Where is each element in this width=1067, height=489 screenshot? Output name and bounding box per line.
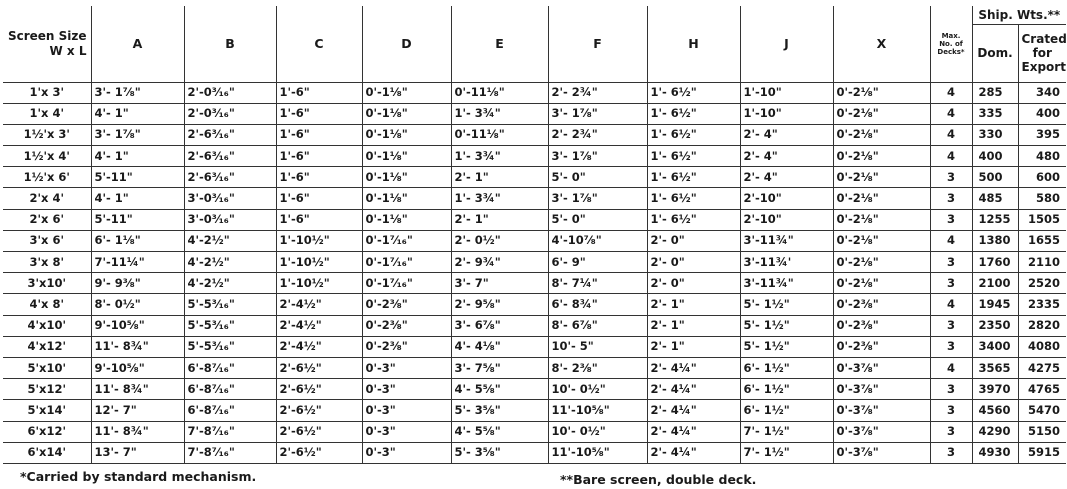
table-cell: 3970 <box>972 379 1018 400</box>
table-cell: 0'-3" <box>362 357 451 378</box>
table-cell: 4'-2½" <box>184 273 276 294</box>
table-cell: 3 <box>930 400 972 421</box>
table-cell: 5'- 1½" <box>740 336 833 357</box>
footnote-standard-mechanism: *Carried by standard mechanism. <box>20 469 257 484</box>
table-cell: 0'-11⅛" <box>451 124 548 145</box>
table-cell: 0'-3" <box>362 421 451 442</box>
table-cell: 4 <box>930 124 972 145</box>
table-cell: 2'- 4¼" <box>647 357 740 378</box>
table-cell: 1'- 6½" <box>647 82 740 103</box>
table-cell: 1'- 6½" <box>647 124 740 145</box>
table-cell: 2'-4½" <box>276 315 362 336</box>
table-cell: 12'- 7" <box>91 400 184 421</box>
table-cell: 0'-1⅛" <box>362 188 451 209</box>
table-cell: 3 <box>930 315 972 336</box>
table-cell: 2100 <box>972 273 1018 294</box>
header-max-decks: Max. No. of Decks* <box>930 6 972 82</box>
table-cell: 1'-10" <box>740 82 833 103</box>
table-row <box>3 167 1066 188</box>
table-cell: 6'- 1½" <box>740 357 833 378</box>
table-cell: 1'-10" <box>740 103 833 124</box>
header-a: A <box>91 6 184 82</box>
table-cell: 1½'x 4' <box>3 146 91 167</box>
table-cell: 2'- 1" <box>647 315 740 336</box>
table-cell: 0'-3⅞" <box>833 442 930 463</box>
table-cell: 0'-3⅞" <box>833 357 930 378</box>
header-crated-export: Crated for Export <box>1018 24 1066 82</box>
table-row <box>3 379 1066 400</box>
table-cell: 2'- 2¾" <box>548 82 647 103</box>
table-cell: 2'-6½" <box>276 442 362 463</box>
table-cell: 4 <box>930 357 972 378</box>
table-cell: 2'- 1" <box>451 209 548 230</box>
table-cell: 4'- 1" <box>91 146 184 167</box>
table-row <box>3 230 1066 251</box>
screen-dimensions-table <box>3 6 1066 464</box>
table-cell: 0'-2⅛" <box>833 252 930 273</box>
table-cell: 0'-1⁷⁄₁₆" <box>362 273 451 294</box>
table-cell: 7'- 1½" <box>740 442 833 463</box>
table-cell: 3400 <box>972 336 1018 357</box>
table-cell: 3'x 6' <box>3 230 91 251</box>
table-cell: 2'- 4" <box>740 146 833 167</box>
table-cell: 7'-8⁷⁄₁₆" <box>184 421 276 442</box>
table-cell: 1'-6" <box>276 82 362 103</box>
table-cell: 0'-11⅛" <box>451 82 548 103</box>
table-cell: 11'- 8¾" <box>91 421 184 442</box>
table-cell: 0'-2⅛" <box>833 273 930 294</box>
table-cell: 4 <box>930 82 972 103</box>
table-cell: 8'- 7¼" <box>548 273 647 294</box>
table-cell: 4290 <box>972 421 1018 442</box>
table-cell: 3'- 1⅞" <box>548 146 647 167</box>
table-cell: 5'x10' <box>3 357 91 378</box>
table-cell: 1380 <box>972 230 1018 251</box>
table-cell: 4560 <box>972 400 1018 421</box>
table-cell: 3'- 6⅞" <box>451 315 548 336</box>
table-cell: 485 <box>972 188 1018 209</box>
table-cell: 5'- 3⅝" <box>451 400 548 421</box>
table-cell: 10'- 5" <box>548 336 647 357</box>
table-row <box>3 273 1066 294</box>
footnote-bare-screen: **Bare screen, double deck. <box>560 472 757 487</box>
table-cell: 4765 <box>1018 379 1066 400</box>
table-cell: 4'- 4⅛" <box>451 336 548 357</box>
table-cell: 0'-2⅜" <box>362 336 451 357</box>
table-cell: 285 <box>972 82 1018 103</box>
table-cell: 7'-8⁷⁄₁₆" <box>184 442 276 463</box>
table-cell: 2'-10" <box>740 209 833 230</box>
table-cell: 8'- 0½" <box>91 294 184 315</box>
table-cell: 2'- 1" <box>647 336 740 357</box>
table-cell: 3'- 7⅝" <box>451 357 548 378</box>
table-cell: 2'- 0" <box>647 230 740 251</box>
table-cell: 4 <box>930 230 972 251</box>
table-cell: 6'-8⁷⁄₁₆" <box>184 400 276 421</box>
table-cell: 11'-10⅝" <box>548 400 647 421</box>
header-e: E <box>451 6 548 82</box>
table-cell: 2'- 9¾" <box>451 252 548 273</box>
table-cell: 0'-2⅛" <box>833 82 930 103</box>
table-cell: 2520 <box>1018 273 1066 294</box>
table-cell: 9'-10⅝" <box>91 315 184 336</box>
table-cell: 6'x12' <box>3 421 91 442</box>
table-cell: 0'-3⅞" <box>833 421 930 442</box>
table-cell: 3 <box>930 167 972 188</box>
table-cell: 10'- 0½" <box>548 379 647 400</box>
table-cell: 4'- 1" <box>91 188 184 209</box>
table-cell: 3'-11¾" <box>740 230 833 251</box>
table-cell: 0'-2⅛" <box>833 188 930 209</box>
table-cell: 1'-6" <box>276 103 362 124</box>
table-cell: 2'- 1" <box>647 294 740 315</box>
table-cell: 3'- 7" <box>451 273 548 294</box>
table-cell: 4 <box>930 103 972 124</box>
table-cell: 2'-6³⁄₁₆" <box>184 124 276 145</box>
table-cell: 4275 <box>1018 357 1066 378</box>
table-cell: 5'- 0" <box>548 209 647 230</box>
table-cell: 10'- 0½" <box>548 421 647 442</box>
table-cell: 0'-1⅛" <box>362 82 451 103</box>
table-cell: 0'-2⅛" <box>833 230 930 251</box>
table-cell: 1'-10½" <box>276 230 362 251</box>
table-cell: 2350 <box>972 315 1018 336</box>
table-cell: 0'-2⅜" <box>833 294 930 315</box>
table-cell: 1'-6" <box>276 124 362 145</box>
table-cell: 3 <box>930 252 972 273</box>
table-row <box>3 400 1066 421</box>
table-cell: 3 <box>930 421 972 442</box>
table-cell: 4080 <box>1018 336 1066 357</box>
table-cell: 5'-11" <box>91 167 184 188</box>
table-row <box>3 294 1066 315</box>
table-cell: 11'-10⅝" <box>548 442 647 463</box>
table-cell: 2'- 4¼" <box>647 400 740 421</box>
table-cell: 3 <box>930 336 972 357</box>
table-cell: 400 <box>1018 103 1066 124</box>
table-cell: 4'x12' <box>3 336 91 357</box>
table-cell: 3 <box>930 273 972 294</box>
table-cell: 1255 <box>972 209 1018 230</box>
table-cell: 4 <box>930 294 972 315</box>
table-cell: 3'-11¾' <box>740 252 833 273</box>
header-dom: Dom. <box>972 24 1018 82</box>
table-cell: 1655 <box>1018 230 1066 251</box>
table-cell: 1760 <box>972 252 1018 273</box>
table-cell: 2'- 2¾" <box>548 124 647 145</box>
table-row <box>3 146 1066 167</box>
table-cell: 2'-6½" <box>276 421 362 442</box>
table-cell: 1'-6" <box>276 188 362 209</box>
table-row <box>3 421 1066 442</box>
header-x: X <box>833 6 930 82</box>
table-cell: 2'-10" <box>740 188 833 209</box>
table-cell: 0'-1⁷⁄₁₆" <box>362 252 451 273</box>
table-cell: 3'-0³⁄₁₆" <box>184 209 276 230</box>
table-cell: 1'-6" <box>276 167 362 188</box>
table-cell: 2'-4½" <box>276 336 362 357</box>
header-d: D <box>362 6 451 82</box>
table-cell: 9'-10⅝" <box>91 357 184 378</box>
table-cell: 4930 <box>972 442 1018 463</box>
table-cell: 7'- 1½" <box>740 421 833 442</box>
header-h: H <box>647 6 740 82</box>
table-cell: 1'x 4' <box>3 103 91 124</box>
table-cell: 3'x 8' <box>3 252 91 273</box>
table-cell: 2110 <box>1018 252 1066 273</box>
table-row <box>3 82 1066 103</box>
table-cell: 1'- 6½" <box>647 103 740 124</box>
table-cell: 7'-11¼" <box>91 252 184 273</box>
table-cell: 5'- 1½" <box>740 315 833 336</box>
table-cell: 3 <box>930 209 972 230</box>
table-row <box>3 103 1066 124</box>
table-cell: 2'- 4¼" <box>647 442 740 463</box>
table-row <box>3 252 1066 273</box>
table-cell: 1'- 3¾" <box>451 188 548 209</box>
table-cell: 0'-2⅜" <box>362 294 451 315</box>
table-cell: 4'x 8' <box>3 294 91 315</box>
table-cell: 1'- 6½" <box>647 209 740 230</box>
table-cell: 2'-6½" <box>276 379 362 400</box>
table-cell: 0'-3" <box>362 379 451 400</box>
table-cell: 3 <box>930 379 972 400</box>
table-row <box>3 442 1066 463</box>
table-cell: 1'- 3¾" <box>451 146 548 167</box>
table-cell: 4 <box>930 146 972 167</box>
table-cell: 0'-2⅜" <box>833 336 930 357</box>
table-cell: 0'-2⅛" <box>833 209 930 230</box>
table-cell: 2'- 1" <box>451 167 548 188</box>
table-cell: 4'- 1" <box>91 103 184 124</box>
header-ship-wts: Ship. Wts.** <box>972 6 1066 24</box>
table-cell: 2'-6½" <box>276 357 362 378</box>
table-cell: 5'-5³⁄₁₆" <box>184 336 276 357</box>
table-cell: 11'- 8¾" <box>91 379 184 400</box>
table-cell: 5'x14' <box>3 400 91 421</box>
table-cell: 6'- 9" <box>548 252 647 273</box>
table-cell: 0'-1⅛" <box>362 103 451 124</box>
table-cell: 8'- 2⅜" <box>548 357 647 378</box>
table-row <box>3 124 1066 145</box>
table-cell: 0'-2⅛" <box>833 167 930 188</box>
table-cell: 600 <box>1018 167 1066 188</box>
table-row <box>3 188 1066 209</box>
header-b: B <box>184 6 276 82</box>
table-row <box>3 209 1066 230</box>
table-cell: 2'-6³⁄₁₆" <box>184 167 276 188</box>
table-cell: 6'-8⁷⁄₁₆" <box>184 379 276 400</box>
table-cell: 5915 <box>1018 442 1066 463</box>
table-cell: 13'- 7" <box>91 442 184 463</box>
table-cell: 5470 <box>1018 400 1066 421</box>
table-cell: 330 <box>972 124 1018 145</box>
header-screen-size: Screen Size W x L <box>3 6 91 82</box>
table-cell: 0'-3" <box>362 400 451 421</box>
table-cell: 400 <box>972 146 1018 167</box>
table-cell: 5'-5³⁄₁₆" <box>184 315 276 336</box>
table-cell: 0'-1⅛" <box>362 124 451 145</box>
table-cell: 2'- 4" <box>740 124 833 145</box>
table-cell: 2'- 0½" <box>451 230 548 251</box>
table-cell: 0'-1⅛" <box>362 209 451 230</box>
table-body <box>3 82 1066 463</box>
table-cell: 2'- 4" <box>740 167 833 188</box>
table-cell: 5'- 3⅝" <box>451 442 548 463</box>
table-cell: 5'-5³⁄₁₆" <box>184 294 276 315</box>
table-cell: 2'-0³⁄₁₆" <box>184 82 276 103</box>
table-cell: 2'- 0" <box>647 273 740 294</box>
table-cell: 1'-6" <box>276 209 362 230</box>
header-f: F <box>548 6 647 82</box>
table-cell: 1'-10½" <box>276 252 362 273</box>
table-cell: 2335 <box>1018 294 1066 315</box>
table-cell: 4'- 5⅝" <box>451 421 548 442</box>
table-cell: 1'x 3' <box>3 82 91 103</box>
table-cell: 0'-3⅞" <box>833 400 930 421</box>
table-cell: 5'- 0" <box>548 167 647 188</box>
header-c: C <box>276 6 362 82</box>
table-cell: 2820 <box>1018 315 1066 336</box>
table-cell: 340 <box>1018 82 1066 103</box>
table-cell: 4'-2½" <box>184 252 276 273</box>
table-cell: 1945 <box>972 294 1018 315</box>
table-cell: 3'- 1⅞" <box>548 103 647 124</box>
table-row <box>3 315 1066 336</box>
table-cell: 4'-2½" <box>184 230 276 251</box>
table-cell: 1'- 3¾" <box>451 103 548 124</box>
table-cell: 1'-6" <box>276 146 362 167</box>
table-cell: 5'- 1½" <box>740 294 833 315</box>
table-cell: 0'-1⁷⁄₁₆" <box>362 230 451 251</box>
table-cell: 580 <box>1018 188 1066 209</box>
table-cell: 2'-6³⁄₁₆" <box>184 146 276 167</box>
table-cell: 1'- 6½" <box>647 167 740 188</box>
table-cell: 2'- 4¼" <box>647 379 740 400</box>
table-cell: 0'-2⅛" <box>833 103 930 124</box>
table-cell: 4'-10⅞" <box>548 230 647 251</box>
table-cell: 5150 <box>1018 421 1066 442</box>
table-cell: 6'- 8¾" <box>548 294 647 315</box>
table-cell: 0'-2⅜" <box>362 315 451 336</box>
table-cell: 2'- 9⅝" <box>451 294 548 315</box>
table-cell: 1'- 6½" <box>647 146 740 167</box>
table-cell: 2'-0³⁄₁₆" <box>184 103 276 124</box>
table-cell: 9'- 9⅜" <box>91 273 184 294</box>
table-cell: 11'- 8¾" <box>91 336 184 357</box>
table-cell: 6'- 1½" <box>740 379 833 400</box>
table-cell: 2'x 4' <box>3 188 91 209</box>
table-row <box>3 336 1066 357</box>
table-cell: 3'- 1⅞" <box>91 82 184 103</box>
table-cell: 500 <box>972 167 1018 188</box>
table-cell: 3 <box>930 442 972 463</box>
table-cell: 395 <box>1018 124 1066 145</box>
table-cell: 0'-3" <box>362 442 451 463</box>
table-cell: 6'x14' <box>3 442 91 463</box>
table-cell: 6'-8⁷⁄₁₆" <box>184 357 276 378</box>
table-cell: 1½'x 3' <box>3 124 91 145</box>
header-j: J <box>740 6 833 82</box>
table-cell: 3'- 1⅞" <box>548 188 647 209</box>
table-cell: 6'- 1½" <box>740 400 833 421</box>
table-cell: 3'x10' <box>3 273 91 294</box>
table-cell: 2'- 0" <box>647 252 740 273</box>
table-cell: 2'-6½" <box>276 400 362 421</box>
table-cell: 0'-2⅛" <box>833 146 930 167</box>
table-cell: 8'- 6⅞" <box>548 315 647 336</box>
table-cell: 4'x10' <box>3 315 91 336</box>
table-cell: 6'- 1⅛" <box>91 230 184 251</box>
table-cell: 3'-0³⁄₁₆" <box>184 188 276 209</box>
table-cell: 1'- 6½" <box>647 188 740 209</box>
table-row <box>3 357 1066 378</box>
table-cell: 0'-1⅛" <box>362 167 451 188</box>
table-cell: 335 <box>972 103 1018 124</box>
table-cell: 2'- 4¼" <box>647 421 740 442</box>
table-cell: 0'-1⅛" <box>362 146 451 167</box>
table-cell: 0'-2⅜" <box>833 315 930 336</box>
table-cell: 5'x12' <box>3 379 91 400</box>
table-cell: 1505 <box>1018 209 1066 230</box>
table-cell: 5'-11" <box>91 209 184 230</box>
table-cell: 3 <box>930 188 972 209</box>
table-cell: 3'- 1⅞" <box>91 124 184 145</box>
table-cell: 3565 <box>972 357 1018 378</box>
table-cell: 3'-11¾" <box>740 273 833 294</box>
table-cell: 480 <box>1018 146 1066 167</box>
table-cell: 0'-3⅞" <box>833 379 930 400</box>
table-cell: 4'- 5⅝" <box>451 379 548 400</box>
table-cell: 1½'x 6' <box>3 167 91 188</box>
table-cell: 2'x 6' <box>3 209 91 230</box>
table-cell: 0'-2⅛" <box>833 124 930 145</box>
table-cell: 2'-4½" <box>276 294 362 315</box>
table-cell: 1'-10½" <box>276 273 362 294</box>
